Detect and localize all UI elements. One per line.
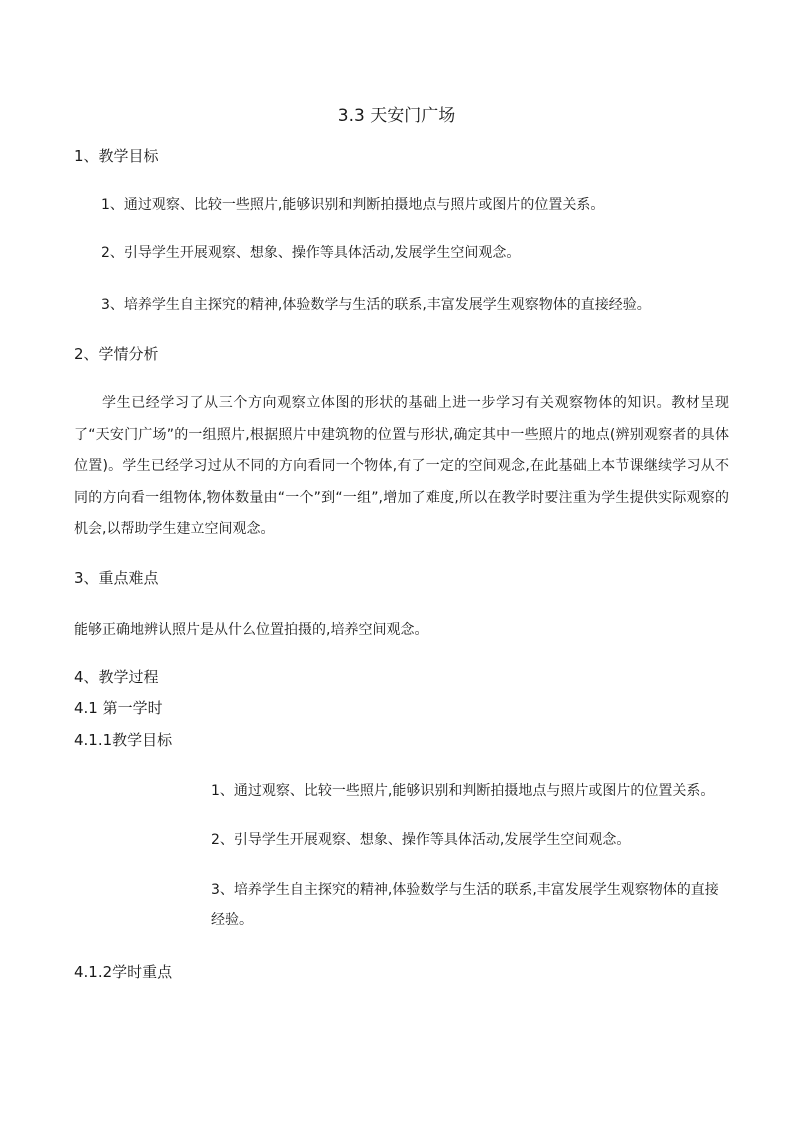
lesson1-objective-item: 1、通过观察、比较一些照片,能够识别和判断拍摄地点与照片或图片的位置关系。 (211, 783, 715, 799)
lesson1-heading: 4.1 第一学时 (74, 699, 163, 717)
analysis-paragraph: 学生已经学习了从三个方向观察立体图的形状的基础上进一步学习有关观察物体的知识。教材呈现了“天安门广场”的一组照片,根据照片中建筑物的位置与形状,确定其中一些照片的地点(辨别观察者的具体位置)。学生已经学习过从不同的方向看同一个物体,有了一定的空间观念,在此基础上本节课继续学习从不同的方向看一组物体,物体数量由“一个”到“一组”,增加了难度,所以在教学时要注重为学生提供实际观察的机会,以帮助学生建立空间观念。 (74, 395, 729, 537)
objective-item: 3、培养学生自主探究的精神,体验数学与生活的联系,丰富发展学生观察物体的直接经验。 (101, 297, 651, 313)
section-heading-analysis: 2、学情分析 (74, 345, 159, 363)
lesson1-keypoints-heading: 4.1.2学时重点 (74, 963, 173, 981)
keypoints-text: 能够正确地辨认照片是从什么位置拍摄的,培养空间观念。 (74, 622, 429, 638)
objective-item: 1、通过观察、比较一些照片,能够识别和判断拍摄地点与照片或图片的位置关系。 (101, 197, 605, 213)
document-title: 3.3 天安门广场 (337, 106, 456, 126)
lesson1-objectives-heading: 4.1.1教学目标 (74, 731, 173, 749)
objective-item: 2、引导学生开展观察、想象、操作等具体活动,发展学生空间观念。 (101, 245, 521, 261)
section-heading-objectives: 1、教学目标 (74, 147, 159, 165)
section-heading-keypoints: 3、重点难点 (74, 569, 159, 587)
section-heading-process: 4、教学过程 (74, 668, 159, 686)
lesson1-objective-item: 2、引导学生开展观察、想象、操作等具体活动,发展学生空间观念。 (211, 832, 631, 848)
lesson1-objective-item: 3、培养学生自主探究的精神,体验数学与生活的联系,丰富发展学生观察物体的直接经验。 (211, 882, 719, 928)
